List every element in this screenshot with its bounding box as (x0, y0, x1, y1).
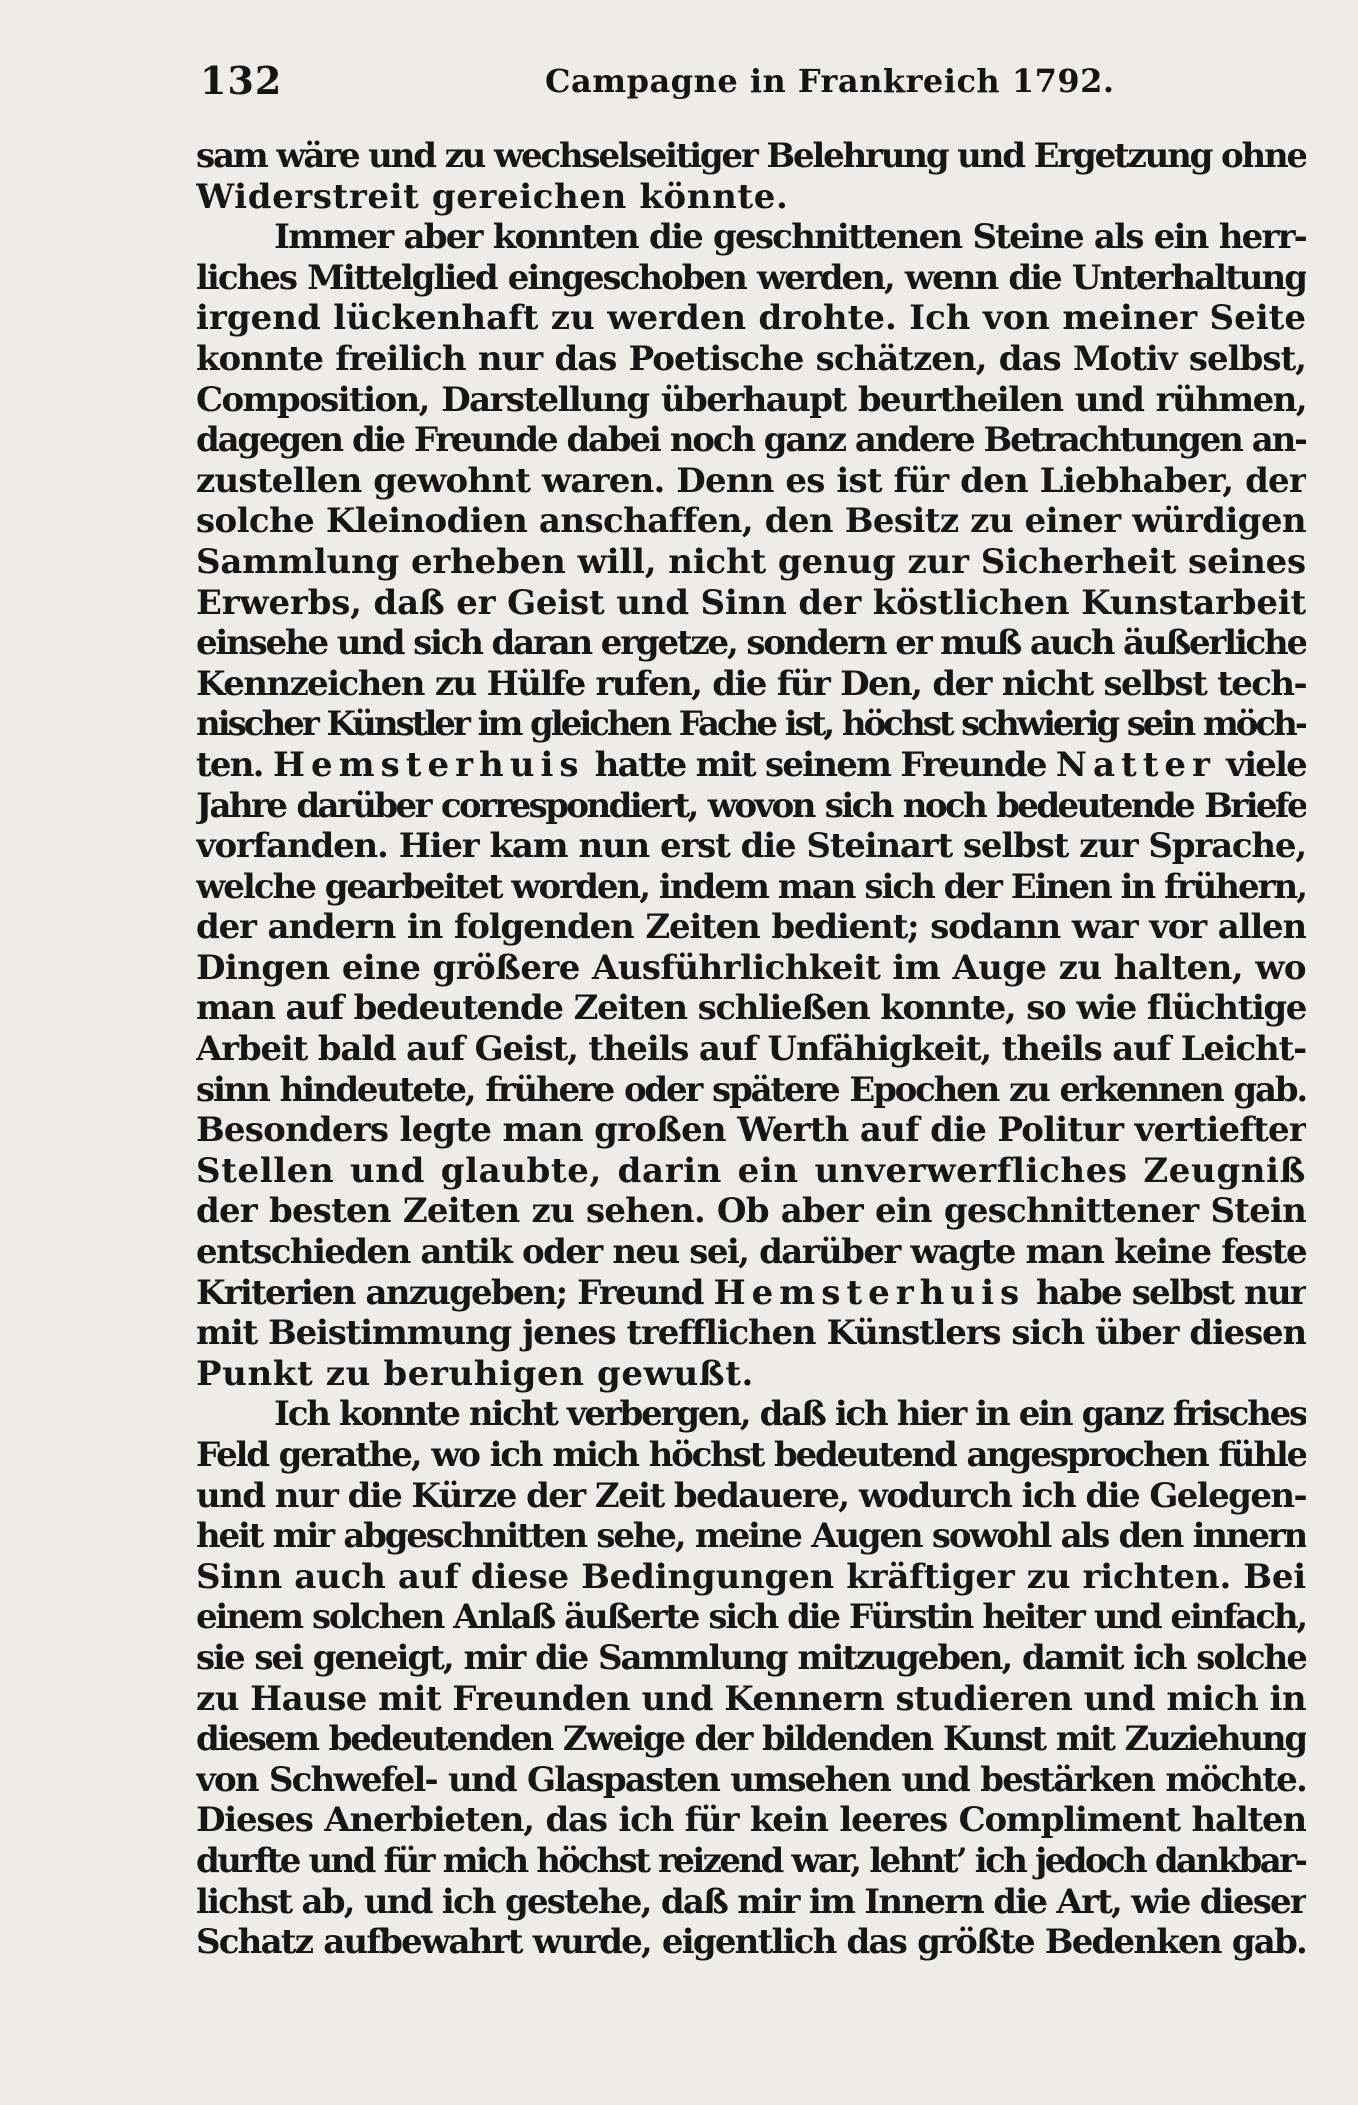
body-text (196, 136, 1306, 1963)
text-line: nischer Künstler im gleichen Fache ist, höchst schwierig sein möch- (196, 704, 1306, 745)
text-line: Sammlung erheben will, nicht genug zur Sicherheit seines (196, 541, 1306, 582)
text-line: Composition, Darstellung überhaupt beurtheilen und rühmen, (196, 379, 1306, 420)
text-line: dagegen die Freunde dabei noch ganz andere Betrachtungen an- (196, 420, 1306, 461)
text-segment: viele (1226, 744, 1306, 785)
running-title: Campagne in Frankreich 1792. (545, 62, 1115, 100)
text-line: Dieses Anerbieten, das ich für kein leeres Compliment halten (196, 1800, 1306, 1841)
text-line: und nur die Kürze der Zeit bedauere, wodurch ich die Gelegen- (196, 1475, 1306, 1516)
text-line-with-name (196, 1273, 1306, 1314)
text-line: Widerstreit gereichen könnte. (196, 176, 789, 217)
text-segment: hatte mit seinem Freunde (594, 744, 1046, 785)
text-line: von Schwefel- und Glaspasten umsehen und bestärken möchte. (196, 1759, 1306, 1800)
text-line: man auf bedeutende Zeiten schließen konnte, so wie flüchtige (196, 988, 1306, 1029)
text-line: zu Hause mit Freunden und Kennern studieren und mich in (196, 1678, 1306, 1719)
text-line: Feld gerathe, wo ich mich höchst bedeutend angesprochen fühle (196, 1435, 1306, 1475)
text-line: Dingen eine größere Ausführlichkeit im Auge zu halten, wo (196, 947, 1306, 988)
text-line: Kennzeichen zu Hülfe rufen, die für Den, der nicht selbst tech- (196, 663, 1306, 704)
text-line: diesem bedeutenden Zweige der bildenden Kunst mit Zuziehung (196, 1719, 1306, 1760)
text-line: Arbeit bald auf Geist, theils auf Unfähigkeit, theils auf Leicht- (196, 1029, 1306, 1070)
text-line: welche gearbeitet worden, indem man sich der Einen in frühern, (196, 866, 1306, 907)
text-line-with-names (196, 745, 1306, 786)
emphasized-name: Hemsterhuis (713, 1272, 1026, 1313)
page-header (200, 58, 1320, 108)
text-line: konnte freilich nur das Poetische schätzen, das Motiv selbst, (196, 338, 1306, 379)
text-line: Stellen und glaubte, darin ein unverwerfliches Zeugniß (196, 1150, 1306, 1191)
page-number: 132 (200, 58, 283, 103)
text-line: Jahre darüber correspondiert, wovon sich noch bedeutende Briefe (196, 785, 1306, 826)
emphasized-name: Hemsterhuis (272, 744, 585, 785)
text-segment: habe selbst nur (1035, 1272, 1306, 1313)
text-line: Erwerbs, daß er Geist und Sinn der köstlichen Kunstarbeit (196, 582, 1306, 623)
text-line: durfte und für mich höchst reizend war, lehnt’ ich jedoch dankbar- (196, 1840, 1306, 1881)
text-line: der andern in folgenden Zeiten bedient; sodann war vor allen (196, 907, 1306, 948)
text-line: Schatz aufbewahrt wurde, eigentlich das größte Bedenken gab. (196, 1922, 1306, 1963)
text-line: sam wäre und zu wechselseitiger Belehrung und Ergetzung ohne (196, 136, 1306, 176)
text-line: sinn hindeutete, frühere oder spätere Epochen zu erkennen gab. (196, 1069, 1306, 1110)
text-line: irgend lückenhaft zu werden drohte. Ich von meiner Seite (196, 298, 1306, 339)
text-segment: Kriterien anzugeben; Freund (196, 1272, 703, 1313)
text-line: entschieden antik oder neu sei, darüber wagte man keine feste (196, 1232, 1306, 1273)
emphasized-name: Natter (1055, 744, 1216, 785)
text-line: Punkt zu beruhigen gewußt. (196, 1353, 754, 1394)
text-line: lichst ab, und ich gestehe, daß mir im Innern die Art, wie dieser (196, 1881, 1306, 1922)
paragraph-start-line: Immer aber konnten die geschnittenen Steine als ein herr- (274, 217, 1306, 258)
text-line: sie sei geneigt, mir die Sammlung mitzugeben, damit ich solche (196, 1637, 1306, 1678)
text-line: der besten Zeiten zu sehen. Ob aber ein geschnittener Stein (196, 1191, 1306, 1232)
text-line: heit mir abgeschnitten sehe, meine Augen sowohl als den innern (196, 1516, 1306, 1557)
text-line: solche Kleinodien anschaffen, den Besitz zu einer würdigen (196, 501, 1306, 542)
text-line: mit Beistimmung jenes trefflichen Künstlers sich über diesen (196, 1313, 1306, 1354)
text-line: vorfanden. Hier kam nun erst die Steinart selbst zur Sprache, (196, 826, 1306, 867)
text-line: Sinn auch auf diese Bedingungen kräftiger zu richten. Bei (196, 1556, 1306, 1597)
text-line: Besonders legte man großen Werth auf die Politur vertiefter (196, 1110, 1306, 1151)
text-line: liches Mittelglied eingeschoben werden, wenn die Unterhaltung (196, 257, 1306, 298)
text-line: einsehe und sich daran ergetze, sondern er muß auch äußerliche (196, 623, 1306, 664)
text-line: zustellen gewohnt waren. Denn es ist für den Liebhaber, der (196, 460, 1306, 501)
text-segment: ten. (196, 744, 263, 785)
paragraph-start-line: Ich konnte nicht verbergen, daß ich hier in ein ganz frisches (274, 1394, 1306, 1435)
text-line: einem solchen Anlaß äußerte sich die Fürstin heiter und einfach, (196, 1597, 1306, 1638)
